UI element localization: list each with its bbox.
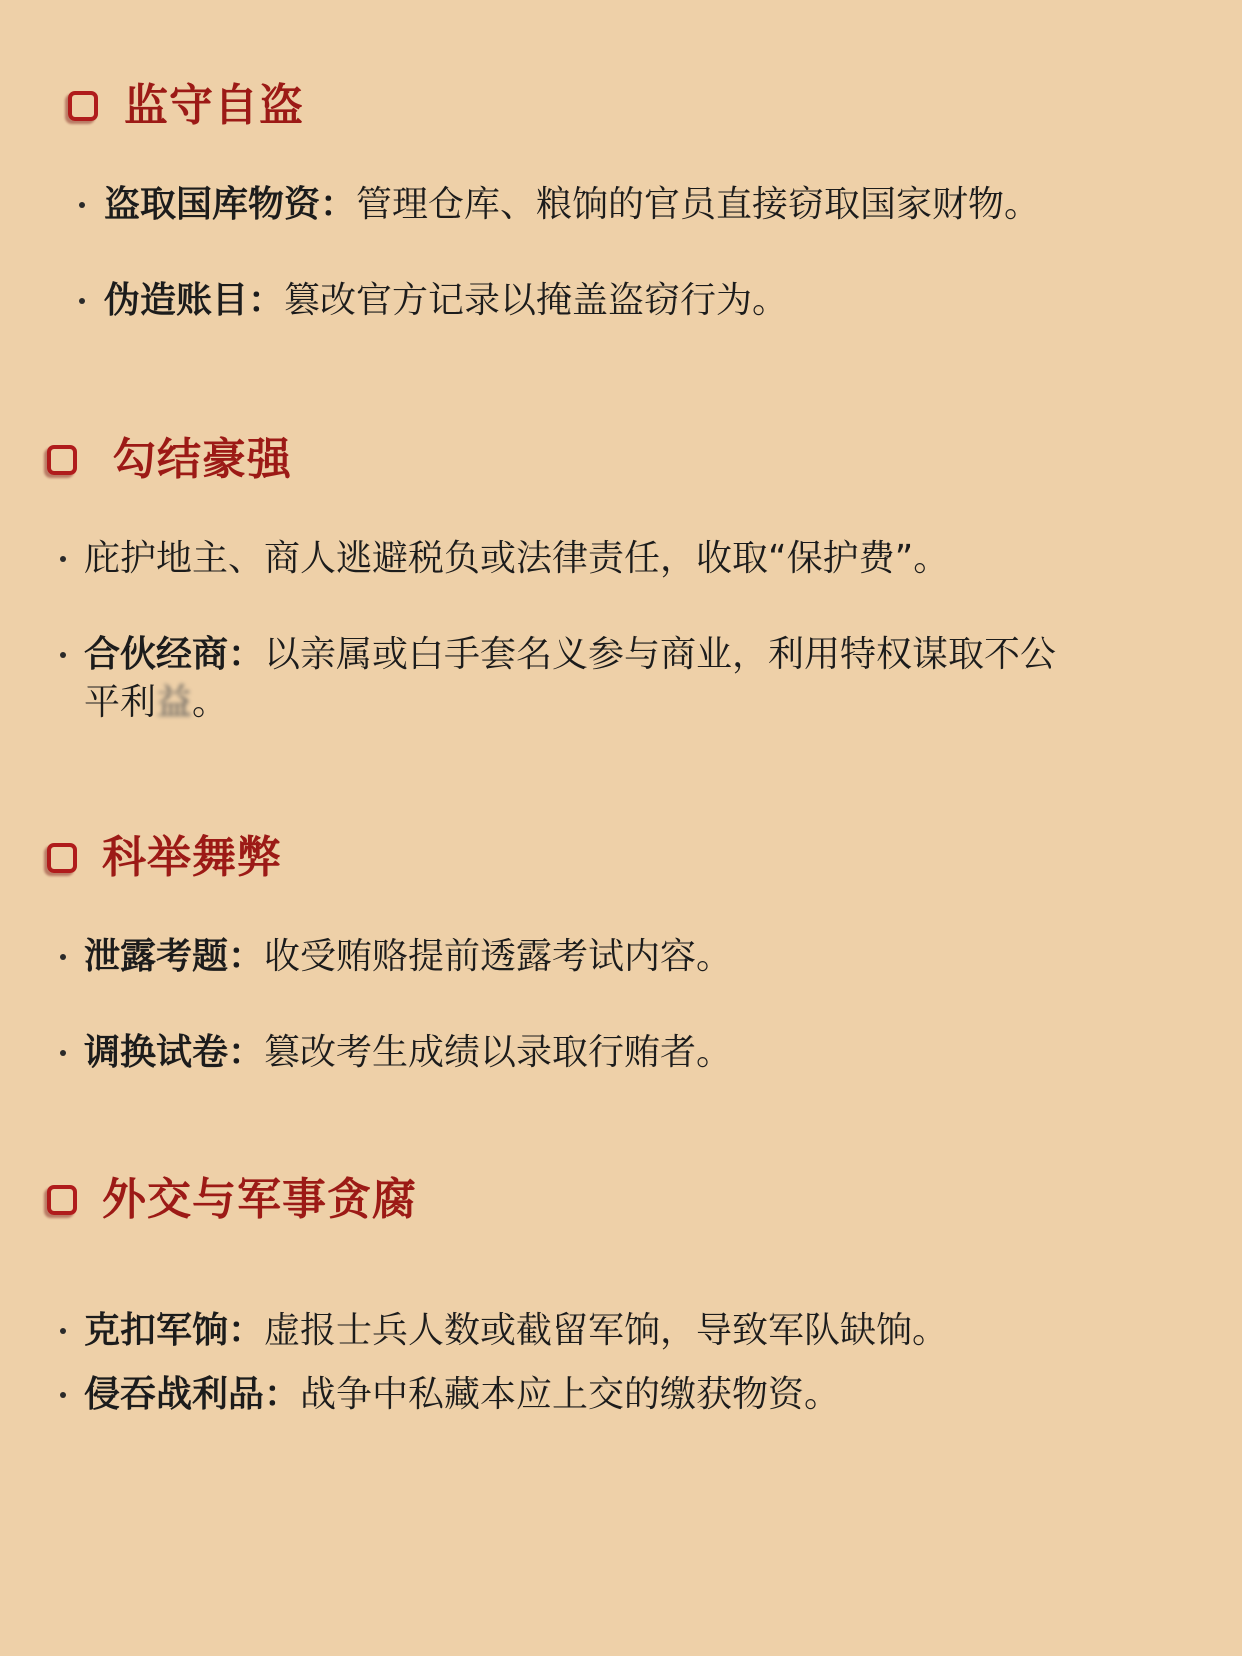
- item-text: 收受贿赂提前透露考试内容。: [264, 936, 733, 977]
- list-item: [104, 178, 1040, 232]
- list-item: [84, 532, 949, 586]
- bullet-dot: [60, 1328, 66, 1334]
- list-item: [84, 1304, 948, 1358]
- item-key: 克扣军饷：: [84, 1310, 265, 1351]
- section-title: 勾结豪强: [112, 434, 292, 485]
- list-item: [84, 628, 1056, 682]
- bullet-dot: [60, 1050, 66, 1056]
- bullet-dot: [79, 298, 85, 304]
- item-key: 伪造账目：: [104, 280, 285, 321]
- item-text: 。: [192, 682, 229, 723]
- item-text: 庇护地主、商人逃避税负或法律责任，收取“保护费”。: [84, 538, 950, 579]
- list-item: [84, 930, 732, 984]
- blurred-char: 益: [156, 682, 193, 723]
- section-title: 外交与军事贪腐: [102, 1174, 417, 1225]
- section-heading: [0, 828, 600, 888]
- bullet-dot: [79, 202, 85, 208]
- item-text: 战争中私藏本应上交的缴获物资。: [300, 1374, 841, 1415]
- item-key: 盗取国库物资：: [104, 184, 357, 225]
- checkbox-icon: [47, 1185, 77, 1215]
- item-text: 管理仓库、粮饷的官员直接窃取国家财物。: [356, 184, 1041, 225]
- list-item: [104, 274, 788, 328]
- checkbox-icon: [47, 445, 77, 475]
- section-heading: [0, 1170, 700, 1230]
- item-text: 篡改官方记录以掩盖盗窃行为。: [284, 280, 789, 321]
- item-text: 以亲属或白手套名义参与商业，利用特权谋取不公: [264, 634, 1057, 675]
- item-text: 篡改考生成绩以录取行贿者。: [264, 1032, 733, 1073]
- bullet-dot: [60, 556, 66, 562]
- checkbox-icon: [68, 91, 98, 121]
- section-title: 科举舞弊: [102, 832, 282, 883]
- bullet-dot: [60, 1392, 66, 1398]
- list-item: [84, 1368, 840, 1422]
- item-key: 侵吞战利品：: [84, 1374, 301, 1415]
- item-key: 合伙经商：: [84, 634, 265, 675]
- item-text: 虚报士兵人数或截留军饷，导致军队缺饷。: [264, 1310, 949, 1351]
- list-item: [84, 1026, 732, 1080]
- bullet-dot: [60, 652, 66, 658]
- item-text: 平利: [84, 682, 157, 723]
- item-key: 调换试卷：: [84, 1032, 265, 1073]
- list-item-continuation: [84, 676, 228, 730]
- bullet-dot: [60, 954, 66, 960]
- section-heading: [0, 76, 600, 136]
- section-heading: [0, 430, 600, 490]
- checkbox-icon: [47, 843, 77, 873]
- section-title: 监守自盗: [124, 80, 304, 131]
- item-key: 泄露考题：: [84, 936, 265, 977]
